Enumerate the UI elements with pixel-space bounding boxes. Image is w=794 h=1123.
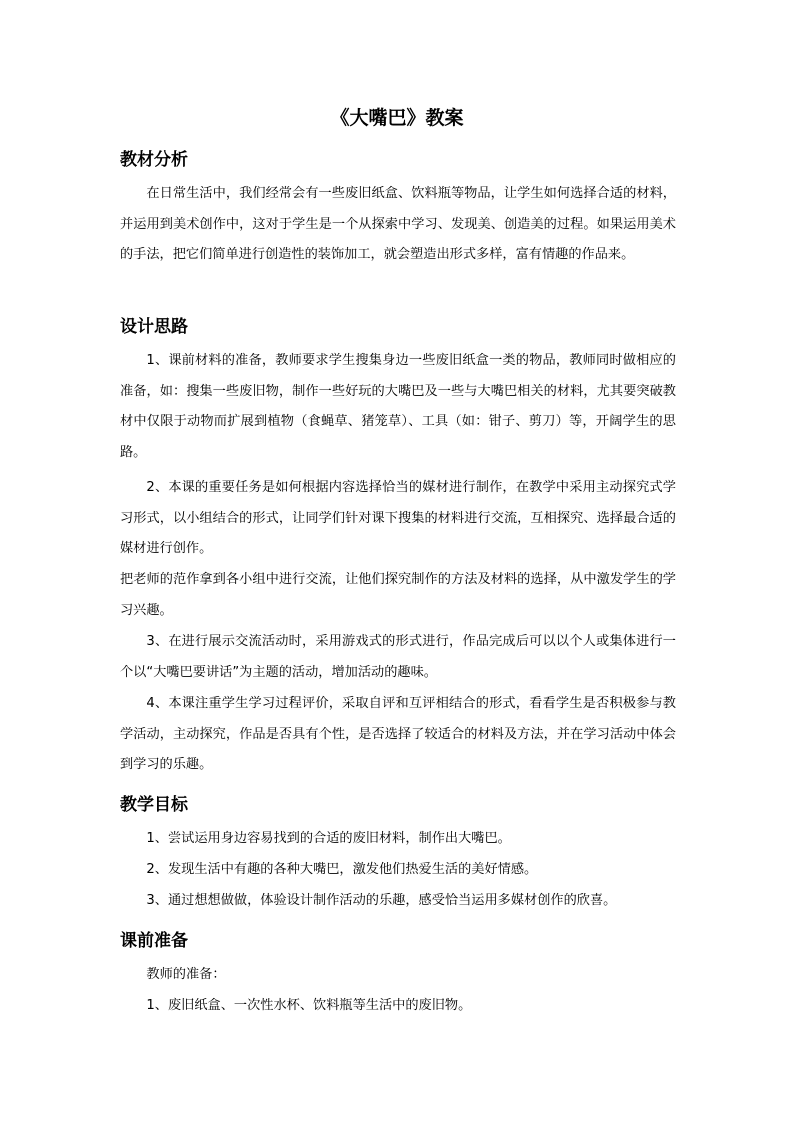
goal-item-2: 2、发现生活中有趣的各种大嘴巴，激发他们热爱生活的美好情感。 — [146, 862, 538, 877]
paragraph-prep-2: 1、废旧纸盒、一次性水杯、饮料瓶等生活中的废旧物。 — [146, 998, 472, 1013]
paragraph-design-4: 3、在进行展示交流活动时，采用游戏式的形式进行，作品完成后可以以个人或集体进行一个以“大嘴巴要讲话”为主题的活动，增加活动的趣味。 — [120, 634, 676, 680]
heading-analysis: 教材分析 — [120, 150, 188, 170]
goal-item-3: 3、通过想想做做，体验设计制作活动的乐趣，感受恰当运用多媒材创作的欣喜。 — [146, 893, 617, 908]
document-title: 《大嘴巴》教案 — [330, 107, 464, 129]
paragraph-analysis: 在日常生活中，我们经常会有一些废旧纸盒、饮料瓶等物品，让学生如何选择合适的材料，并运用到美术创作中，这对于学生是一个从探索中学习、发现美、创造美的过程。如果运用美术的手法，把它们简单进行创造性的装饰加工，就会塑造出形式多样，富有情趣的作品来。 — [120, 186, 676, 262]
heading-prep: 课前准备 — [120, 931, 188, 951]
paragraph-design-3: 把老师的范作拿到各小组中进行交流，让他们探究制作的方法及材料的选择，从中激发学生的学习兴趣。 — [120, 572, 676, 618]
paragraph-design-5: 4、本课注重学生学习过程评价，采取自评和互评相结合的形式，看看学生是否积极参与教学活动，主动探究，作品是否具有个性，是否选择了较适合的材料及方法，并在学习活动中体会到学习的乐趣。 — [120, 696, 676, 772]
paragraph-design-2: 2、本课的重要任务是如何根据内容选择恰当的媒材进行制作，在教学中采用主动探究式学习形式，以小组结合的形式，让同学们针对课下搜集的材料进行交流，互相探究、选择最合适的媒材进行创作。 — [120, 480, 676, 556]
heading-goals: 教学目标 — [120, 795, 188, 815]
paragraph-prep-1: 教师的准备： — [146, 967, 226, 982]
heading-design: 设计思路 — [120, 317, 188, 337]
goal-item-1: 1、尝试运用身边容易找到的合适的废旧材料，制作出大嘴巴。 — [146, 831, 511, 846]
paragraph-design-1: 1、课前材料的准备，教师要求学生搜集身边一些废旧纸盒一类的物品，教师同时做相应的准备，如：搜集一些废旧物，制作一些好玩的大嘴巴及一些与大嘴巴相关的材料，尤其要突破教材中仅限于动物而扩展到植物（食蝇草、猪笼草）、工具（如：钳子、剪刀）等，开阔学生的思路。 — [120, 353, 676, 460]
